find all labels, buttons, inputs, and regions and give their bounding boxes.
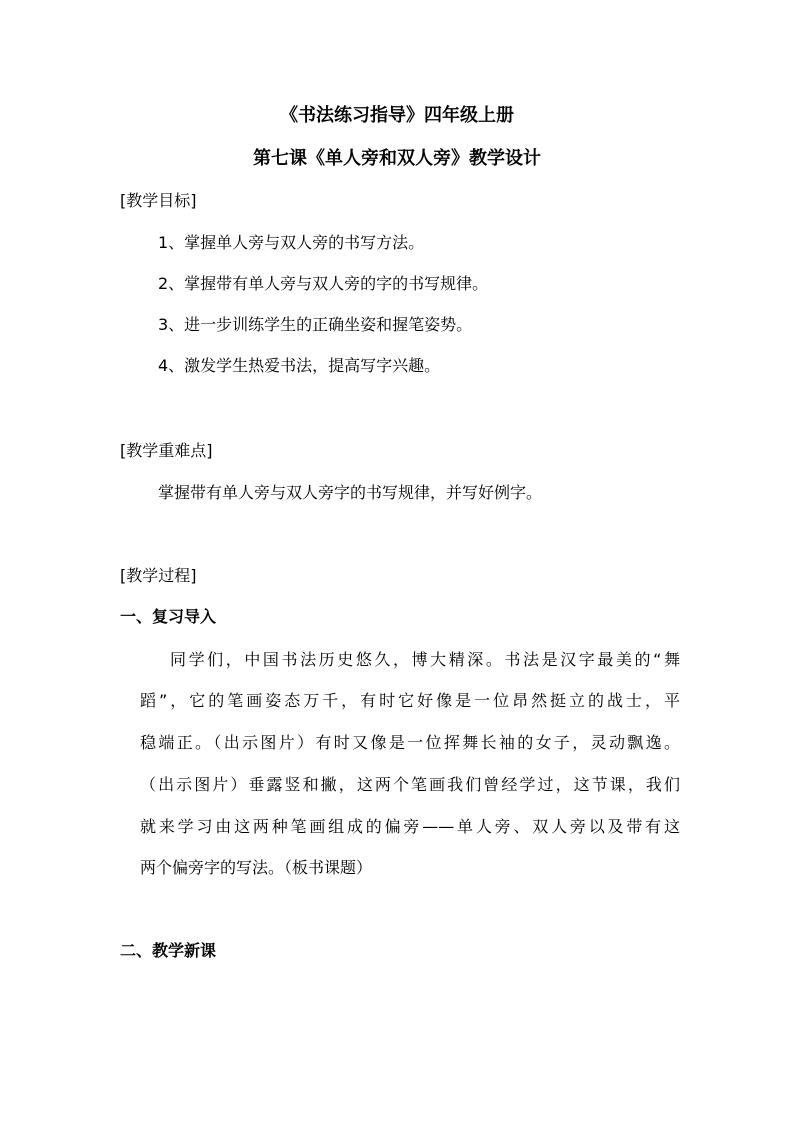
paragraph-line: 蹈”，它的笔画姿态万千，有时它好像是一位昂然挺立的战士，平 [140, 691, 680, 710]
objective-item: 3、进一步训练学生的正确坐姿和握笔姿势。 [158, 315, 473, 334]
paragraph-line: （出示图片）垂露竖和撇，这两个笔画我们曾经学过，这节课，我们 [140, 775, 680, 794]
objectives-heading: [教学目标] [120, 191, 197, 210]
paragraph-line: 稳端正。（出示图片）有时又像是一位挥舞长袖的女子，灵动飘逸。 [140, 733, 680, 752]
key-points-heading: [教学重难点] [120, 441, 213, 460]
process-heading: [教学过程] [120, 566, 197, 585]
paragraph-line: 同学们，中国书法历史悠久，博大精深。书法是汉字最美的“舞 [170, 650, 680, 669]
objective-item: 1、掌握单人旁与双人旁的书写方法。 [158, 233, 425, 252]
key-points-text: 掌握带有单人旁与双人旁字的书写规律，并写好例字。 [158, 483, 543, 502]
document-title: 《书法练习指导》四年级上册 [280, 105, 514, 126]
paragraph-line: 就来学习由这两种笔画组成的偏旁——单人旁、双人旁以及带有这 [140, 817, 680, 836]
lesson-title: 第七课《单人旁和双人旁》教学设计 [253, 148, 541, 169]
objective-item: 2、掌握带有单人旁与双人旁的字的书写规律。 [158, 274, 489, 293]
section-heading-new-lesson: 二、教学新课 [120, 941, 217, 960]
section-heading-review: 一、复习导入 [120, 607, 217, 626]
objective-item: 4、激发学生热爱书法，提高写字兴趣。 [158, 356, 441, 375]
paragraph-line: 两个偏旁字的写法。（板书课题） [140, 858, 373, 877]
